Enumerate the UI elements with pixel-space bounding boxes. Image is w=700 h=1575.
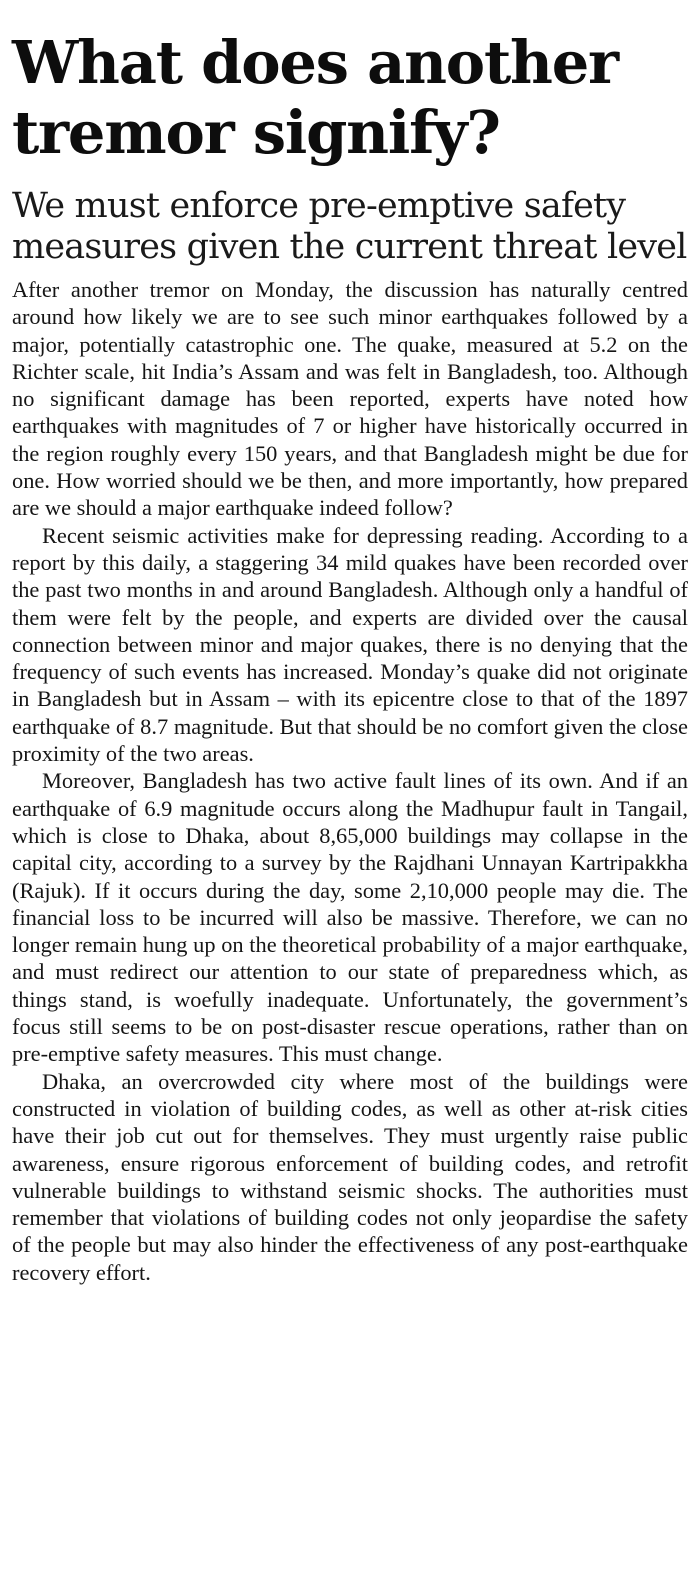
article-paragraph: Recent seismic activities make for depressing reading. According to a report by this daily, a staggering 34 mild quakes have been recorded over the past two months in and around Bangladesh. Although only a handful of them were felt by the people, and experts are divided over the causal connection between minor and major quakes, there is no denying that the frequency of such events has increased. Monday’s quake did not originate in Bangladesh but in Assam – with its epicentre close to that of the 1897 earthquake of 8.7 magnitude. But that should be no comfort given the close proximity of the two areas. bbox=[12, 522, 688, 767]
article-paragraph: Moreover, Bangladesh has two active fault lines of its own. And if an earthquake of 6.9 magnitude occurs along the Madhupur fault in Tangail, which is close to Dhaka, about 8,65,000 buildings may collapse in the capital city, according to a survey by the Rajdhani Unnayan Kartripakkha (Rajuk). If it occurs during the day, some 2,10,000 people may die. The financial loss to be incurred will also be massive. Therefore, we can no longer remain hung up on the theoretical probability of a major earthquake, and must redirect our attention to our state of preparedness which, as things stand, is woefully inadequate. Unfortunately, the government’s focus still seems to be on post-disaster rescue operations, rather than on pre-emptive safety measures. This must change. bbox=[12, 768, 688, 1067]
article-body bbox=[12, 276, 688, 1286]
article-paragraph: Dhaka, an overcrowded city where most of the buildings were constructed in violation of building codes, as well as other at-risk cities have their job cut out for themselves. They must urgently raise public awareness, ensure rigorous enforcement of building codes, and retrofit vulnerable buildings to withstand seismic shocks. The authorities must remember that violations of building codes not only jeopardise the safety of the people but may also hinder the effectiveness of any post-earthquake recovery effort. bbox=[12, 1068, 688, 1285]
article-headline: What does another tremor signify? bbox=[12, 28, 618, 167]
article-subheadline: We must enforce pre-emptive safety measures given the current threat level bbox=[12, 186, 687, 267]
article-paragraph: After another tremor on Monday, the discussion has naturally centred around how likely we are to see such minor earthquakes followed by a major, potentially catastrophic one. The quake, measured at 5.2 on the Richter scale, hit India’s Assam and was felt in Bangladesh, too. Although no significant damage has been reported, experts have noted how earthquakes with magnitudes of 7 or higher have historically occurred in the region roughly every 150 years, and that Bangladesh might be due for one. How worried should we be then, and more importantly, how prepared are we should a major earthquake indeed follow? bbox=[12, 277, 688, 521]
